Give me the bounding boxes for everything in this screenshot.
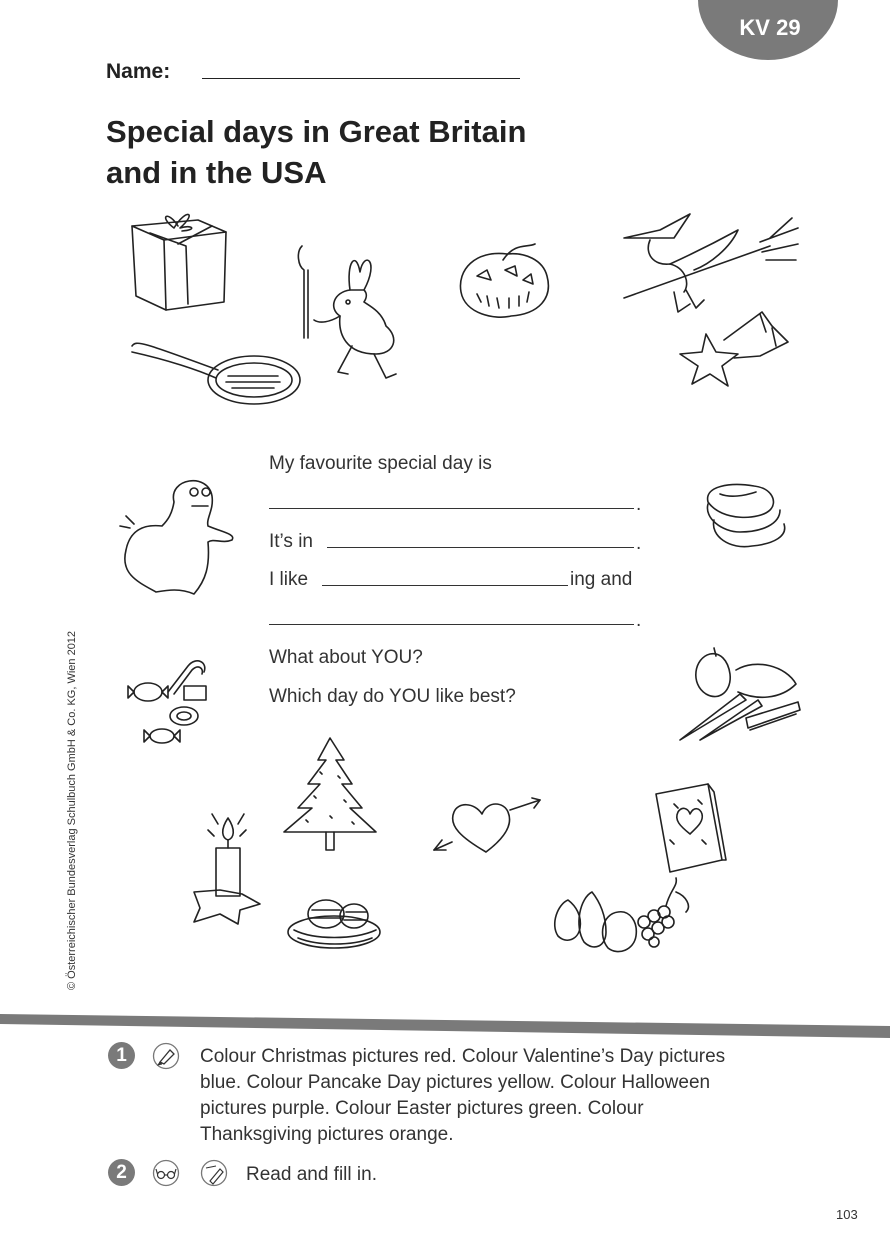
easter-egg-nest-illustration <box>284 890 386 952</box>
colouring-crayon-icon <box>152 1042 180 1070</box>
valentine-card-illustration <box>652 782 728 876</box>
answer-line-activity-1[interactable] <box>322 585 568 586</box>
fruit-basket-illustration <box>544 876 696 956</box>
christmas-tree-illustration <box>278 736 382 854</box>
period-1: . <box>636 494 642 515</box>
shooting-star-illustration <box>676 302 794 390</box>
task-1-line-2: blue. Colour Pancake Day pictures yellow. Colour Halloween <box>200 1072 711 1093</box>
task-1-line-4: Thanksgiving pictures orange. <box>200 1124 454 1145</box>
reading-glasses-icon <box>152 1159 180 1187</box>
easter-bunny-illustration <box>290 242 406 382</box>
ghost-illustration <box>108 470 242 598</box>
answer-line-month[interactable] <box>327 547 634 548</box>
kv-badge-label: KV 29 <box>739 15 801 40</box>
task-1-line-3: pictures purple. Colour Easter pictures green. Colour <box>200 1098 644 1119</box>
its-in-label: It’s in <box>269 531 314 552</box>
candle-illustration <box>190 808 266 928</box>
separator-band <box>0 1012 890 1038</box>
pies-illustration <box>700 480 790 554</box>
witch-on-broom-illustration <box>620 208 800 316</box>
page-title <box>106 111 666 193</box>
name-label: Name: <box>106 60 171 83</box>
heart-arrow-illustration <box>432 796 544 858</box>
page-number: 103 <box>836 1207 858 1222</box>
task-1-number: 1 <box>108 1042 135 1069</box>
writing-pencil-icon <box>200 1159 228 1187</box>
task-1-instructions <box>200 1044 840 1148</box>
period-2: . <box>636 533 642 554</box>
i-like-label: I like <box>269 569 309 590</box>
task-1-line-1: Colour Christmas pictures red. Colour Valentine’s Day pictures <box>200 1046 726 1067</box>
candies-illustration <box>126 656 216 748</box>
vegetables-illustration <box>676 644 804 742</box>
copyright-text: © Österreichischer Bundesverlag Schulbuch GmbH & Co. KG, Wien 2012 <box>66 630 78 990</box>
task-2-number: 2 <box>108 1159 135 1186</box>
gift-box-illustration <box>128 206 230 314</box>
question-which-day: Which day do YOU like best? <box>269 686 516 707</box>
answer-line-activity-2[interactable] <box>269 624 634 625</box>
answer-line-favourite-day[interactable] <box>269 508 634 509</box>
question-what-about-you: What about YOU? <box>269 647 423 668</box>
period-3: . <box>636 610 642 631</box>
task-2-instruction: Read and fill in. <box>246 1164 377 1185</box>
form-line-favourite: My favourite special day is <box>269 453 492 474</box>
jack-o-lantern-illustration <box>455 240 555 322</box>
ing-and-label: ing and <box>570 569 633 590</box>
pancake-pan-illustration <box>128 338 304 412</box>
name-line[interactable] <box>202 78 520 79</box>
title-line-2: and in the USA <box>106 155 327 190</box>
title-line-1: Special days in Great Britain <box>106 114 527 149</box>
